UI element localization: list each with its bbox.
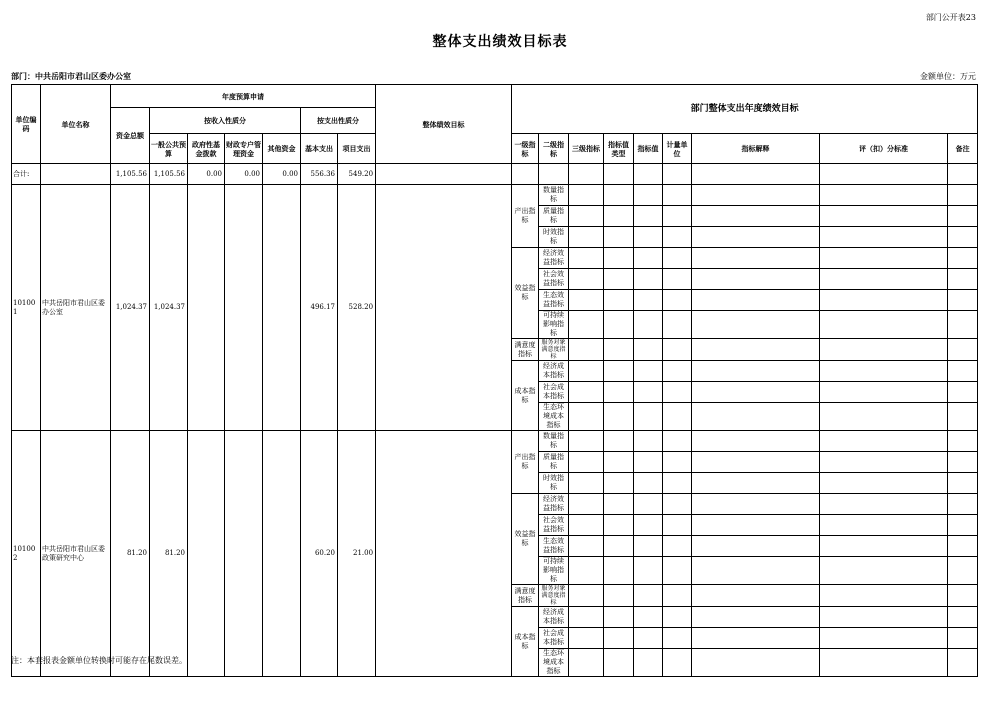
cell: [634, 452, 663, 473]
cell: [820, 515, 948, 536]
cell: [948, 515, 978, 536]
cell: [663, 269, 692, 290]
cell: [692, 557, 820, 585]
cell: [820, 452, 948, 473]
cell: [663, 311, 692, 339]
cell: [604, 607, 634, 628]
level2-social-cost: 社会成本指标: [539, 382, 569, 403]
col-gov-fund: 政府性基金拨款: [188, 134, 225, 164]
cell: [948, 607, 978, 628]
cell: [634, 311, 663, 339]
cell: [604, 515, 634, 536]
level2-quantity: 数量指标: [539, 185, 569, 206]
cell: [820, 290, 948, 311]
cell: [604, 339, 634, 361]
unit-code: 101002: [12, 431, 41, 677]
performance-table: [11, 84, 978, 677]
total-project: 549.20: [338, 164, 376, 185]
cell: [604, 452, 634, 473]
cell: [569, 382, 604, 403]
cell: [820, 185, 948, 206]
col-scoring: 评（扣）分标准: [820, 134, 948, 164]
cell: [604, 382, 634, 403]
cell: [569, 164, 604, 185]
level2-sustainable: 可持续影响指标: [539, 311, 569, 339]
cell: [663, 585, 692, 607]
col-by-expense: 按支出性质分: [301, 108, 376, 134]
cell: [692, 248, 820, 269]
unit-name: 中共岳阳市君山区委政策研究中心: [41, 431, 111, 677]
cell: [820, 248, 948, 269]
cell: [663, 536, 692, 557]
unit-general: 1,024.37: [150, 185, 188, 431]
unit-total: 1,024.37: [111, 185, 150, 431]
level2-social-cost: 社会成本指标: [539, 628, 569, 649]
unit-gov-fund: [188, 431, 225, 677]
cell: [820, 206, 948, 227]
cell: [948, 494, 978, 515]
cell: [948, 311, 978, 339]
cell: [948, 585, 978, 607]
unit-code: 101001: [12, 185, 41, 431]
cell: [634, 382, 663, 403]
page-title: 整体支出绩效目标表: [432, 34, 568, 50]
cell: [634, 290, 663, 311]
cell: [569, 311, 604, 339]
cell: [948, 227, 978, 248]
col-general-budget: 一般公共预算: [150, 134, 188, 164]
col-annual-budget: 年度预算申请: [111, 85, 376, 108]
level1-benefit: 效益指标: [512, 494, 539, 585]
cell: [634, 206, 663, 227]
col-other-funds: 其他资金: [263, 134, 301, 164]
cell: [820, 361, 948, 382]
cell: [820, 649, 948, 677]
cell: [569, 515, 604, 536]
cell: [634, 557, 663, 585]
cell: [604, 185, 634, 206]
cell: [604, 164, 634, 185]
level1-satisfaction: 满意度指标: [512, 339, 539, 361]
cell: [692, 536, 820, 557]
cell: [820, 227, 948, 248]
level2-service-satisfaction: 服务对象满意度指标: [539, 339, 569, 361]
total-label: 合计:: [12, 164, 41, 185]
cell: [948, 206, 978, 227]
level2-sustainable: 可持续影响指标: [539, 557, 569, 585]
cell: [820, 164, 948, 185]
cell: [948, 473, 978, 494]
cell: [569, 403, 604, 431]
level2-timeliness: 时效指标: [539, 227, 569, 248]
cell: [569, 607, 604, 628]
cell: [569, 649, 604, 677]
cell: [569, 557, 604, 585]
cell: [634, 628, 663, 649]
cell: [692, 164, 820, 185]
cell: [569, 248, 604, 269]
cell: [820, 494, 948, 515]
cell: [820, 536, 948, 557]
col-measure-unit: 计量单位: [663, 134, 692, 164]
cell: [569, 206, 604, 227]
page-code: 部门公开表23: [925, 13, 976, 22]
cell: [820, 382, 948, 403]
col-explanation: 指标解释: [692, 134, 820, 164]
department-label: 部门：中共岳阳市君山区委办公室: [11, 71, 131, 81]
cell: [634, 536, 663, 557]
level2-social: 社会效益指标: [539, 269, 569, 290]
level2-economic-cost: 经济成本指标: [539, 607, 569, 628]
cell: [948, 339, 978, 361]
cell: [663, 452, 692, 473]
cell: [948, 164, 978, 185]
amount-unit-label: 金额单位：万元: [920, 72, 976, 81]
col-by-income: 按收入性质分: [150, 108, 301, 134]
cell: [663, 557, 692, 585]
cell: [569, 269, 604, 290]
level2-quality: 质量指标: [539, 452, 569, 473]
col-level1: 一级指标: [512, 134, 539, 164]
level2-ecological: 生态效益指标: [539, 290, 569, 311]
level2-economic-cost: 经济成本指标: [539, 361, 569, 382]
col-unit-code: 单位编码: [12, 85, 41, 164]
unit-name: 中共岳阳市君山区委办公室: [41, 185, 111, 431]
cell: [604, 361, 634, 382]
cell: [948, 557, 978, 585]
total-other: 0.00: [263, 164, 301, 185]
cell: [663, 361, 692, 382]
cell: [604, 227, 634, 248]
level2-quality: 质量指标: [539, 206, 569, 227]
cell: [820, 339, 948, 361]
cell: [569, 227, 604, 248]
col-level2: 二级指标: [539, 134, 569, 164]
cell: [692, 473, 820, 494]
cell: [820, 403, 948, 431]
cell: [820, 269, 948, 290]
cell: [692, 585, 820, 607]
cell: [604, 248, 634, 269]
cell: [948, 382, 978, 403]
cell: [692, 290, 820, 311]
cell: [663, 494, 692, 515]
cell: [820, 628, 948, 649]
unit-special: [225, 185, 263, 431]
cell: [820, 585, 948, 607]
col-unit-name: 单位名称: [41, 85, 111, 164]
level2-social: 社会效益指标: [539, 515, 569, 536]
cell: [604, 311, 634, 339]
level2-economic: 经济效益指标: [539, 494, 569, 515]
cell: [692, 494, 820, 515]
cell: [692, 311, 820, 339]
cell: [569, 536, 604, 557]
table-row: [12, 185, 978, 206]
cell: [569, 361, 604, 382]
cell: [569, 452, 604, 473]
cell: [692, 628, 820, 649]
cell: [634, 607, 663, 628]
cell: [634, 431, 663, 452]
cell: [948, 185, 978, 206]
total-row: [12, 164, 978, 185]
cell: [634, 227, 663, 248]
cell: [634, 494, 663, 515]
unit-goal: [376, 185, 512, 431]
total-special: 0.00: [225, 164, 263, 185]
cell: [948, 628, 978, 649]
cell: [948, 649, 978, 677]
col-project-expense: 项目支出: [338, 134, 376, 164]
cell: [41, 164, 111, 185]
level1-output: 产出指标: [512, 185, 539, 248]
cell: [512, 164, 539, 185]
cell: [820, 607, 948, 628]
cell: [634, 185, 663, 206]
cell: [569, 431, 604, 452]
col-total-funds: 资金总额: [111, 108, 150, 164]
total-basic: 556.36: [301, 164, 338, 185]
cell: [948, 269, 978, 290]
cell: [692, 649, 820, 677]
level2-quantity: 数量指标: [539, 431, 569, 452]
unit-general: 81.20: [150, 431, 188, 677]
cell: [948, 403, 978, 431]
cell: [948, 431, 978, 452]
cell: [663, 248, 692, 269]
col-dept-goal: 部门整体支出年度绩效目标: [512, 85, 978, 134]
cell: [820, 473, 948, 494]
cell: [692, 269, 820, 290]
cell: [634, 248, 663, 269]
cell: [663, 431, 692, 452]
col-basic-expense: 基本支出: [301, 134, 338, 164]
cell: [569, 339, 604, 361]
cell: [820, 557, 948, 585]
unit-gov-fund: [188, 185, 225, 431]
cell: [634, 585, 663, 607]
cell: [634, 649, 663, 677]
level1-output: 产出指标: [512, 431, 539, 494]
level2-economic: 经济效益指标: [539, 248, 569, 269]
level1-satisfaction: 满意度指标: [512, 585, 539, 607]
cell: [604, 557, 634, 585]
col-special-fund: 财政专户管理资金: [225, 134, 263, 164]
level1-cost: 成本指标: [512, 607, 539, 677]
unit-basic: 60.20: [301, 431, 338, 677]
unit-other: [263, 431, 301, 677]
cell: [948, 290, 978, 311]
col-value-type: 指标值类型: [604, 134, 634, 164]
cell: [820, 311, 948, 339]
total-funds: 1,105.56: [111, 164, 150, 185]
level2-ecological: 生态效益指标: [539, 536, 569, 557]
cell: [663, 403, 692, 431]
cell: [692, 607, 820, 628]
cell: [539, 164, 569, 185]
cell: [663, 290, 692, 311]
cell: [604, 494, 634, 515]
level2-eco-cost: 生态环境成本指标: [539, 403, 569, 431]
total-gov-fund: 0.00: [188, 164, 225, 185]
cell: [604, 628, 634, 649]
cell: [663, 339, 692, 361]
level2-service-satisfaction: 服务对象满意度指标: [539, 585, 569, 607]
cell: [692, 227, 820, 248]
col-value: 指标值: [634, 134, 663, 164]
cell: [948, 452, 978, 473]
cell: [604, 290, 634, 311]
cell: [663, 628, 692, 649]
cell: [692, 403, 820, 431]
unit-goal: [376, 431, 512, 677]
unit-project: 21.00: [338, 431, 376, 677]
level2-timeliness: 时效指标: [539, 473, 569, 494]
cell: [663, 607, 692, 628]
cell: [604, 269, 634, 290]
cell: [634, 473, 663, 494]
col-remarks: 备注: [948, 134, 978, 164]
unit-project: 528.20: [338, 185, 376, 431]
cell: [634, 164, 663, 185]
cell: [604, 206, 634, 227]
cell: [663, 227, 692, 248]
cell: [569, 494, 604, 515]
total-general: 1,105.56: [150, 164, 188, 185]
unit-special: [225, 431, 263, 677]
col-overall-goal: 整体绩效目标: [376, 85, 512, 164]
cell: [663, 473, 692, 494]
cell: [692, 339, 820, 361]
cell: [569, 185, 604, 206]
cell: [569, 290, 604, 311]
cell: [663, 206, 692, 227]
cell: [604, 649, 634, 677]
cell: [692, 361, 820, 382]
cell: [663, 185, 692, 206]
cell: [604, 536, 634, 557]
cell: [569, 585, 604, 607]
cell: [634, 403, 663, 431]
cell: [634, 269, 663, 290]
cell: [604, 585, 634, 607]
cell: [692, 431, 820, 452]
cell: [604, 473, 634, 494]
level1-cost: 成本指标: [512, 361, 539, 431]
cell: [663, 649, 692, 677]
cell: [634, 339, 663, 361]
cell: [692, 515, 820, 536]
cell: [948, 248, 978, 269]
cell: [692, 185, 820, 206]
cell: [948, 536, 978, 557]
unit-other: [263, 185, 301, 431]
unit-total: 81.20: [111, 431, 150, 677]
cell: [634, 515, 663, 536]
cell: [604, 431, 634, 452]
cell: [663, 382, 692, 403]
level2-eco-cost: 生态环境成本指标: [539, 649, 569, 677]
table-row: [12, 431, 978, 452]
footer-note: 注：本套报表金额单位转换时可能存在尾数误差。: [11, 656, 187, 665]
cell: [569, 628, 604, 649]
cell: [663, 515, 692, 536]
unit-basic: 496.17: [301, 185, 338, 431]
cell: [634, 361, 663, 382]
cell: [948, 361, 978, 382]
level1-benefit: 效益指标: [512, 248, 539, 339]
col-level3: 三级指标: [569, 134, 604, 164]
cell: [604, 403, 634, 431]
cell: [692, 382, 820, 403]
cell: [376, 164, 512, 185]
cell: [692, 452, 820, 473]
cell: [569, 473, 604, 494]
cell: [663, 164, 692, 185]
cell: [692, 206, 820, 227]
cell: [820, 431, 948, 452]
